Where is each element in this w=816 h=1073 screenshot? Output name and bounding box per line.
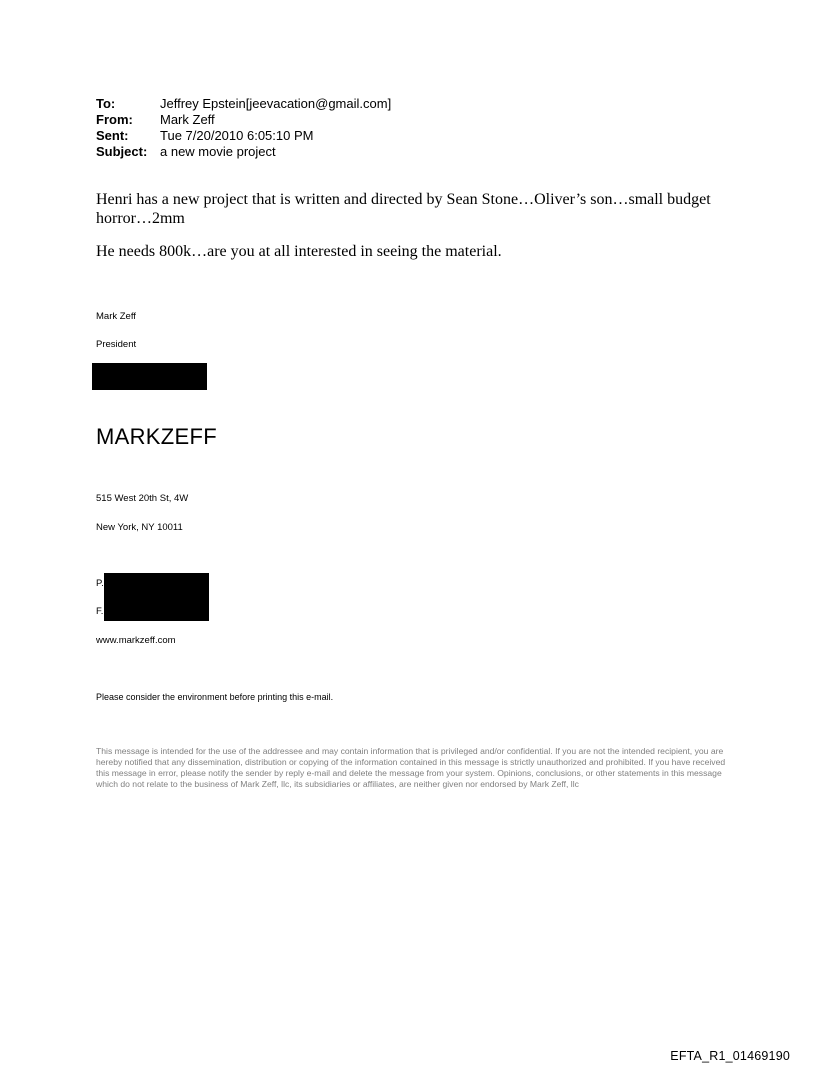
from-value: Mark Zeff (160, 112, 215, 127)
from-label: From: (96, 112, 133, 127)
email-header (96, 96, 391, 160)
to-row (96, 96, 391, 112)
company-logo-text: MARKZEFF (96, 424, 217, 449)
to-value: Jeffrey Epstein[jeevacation@gmail.com] (160, 96, 392, 111)
address-line-2: New York, NY 10011 (96, 522, 183, 533)
website-link[interactable]: www.markzeff.com (96, 635, 176, 646)
body-paragraph-2: He needs 800k…are you at all interested in seeing the material. (96, 243, 502, 260)
subject-label: Subject: (96, 144, 148, 159)
fax-label: F. (96, 606, 104, 617)
sent-value: Tue 7/20/2010 6:05:10 PM (160, 128, 314, 143)
body-paragraph-1: Henri has a new project that is written and directed by Sean Stone…Oliver’s son…small budget horror…2mm (96, 191, 711, 227)
signature-name: Mark Zeff (96, 311, 136, 322)
sent-row (96, 128, 391, 144)
subject-value: a new movie project (160, 144, 276, 159)
document-id: EFTA_R1_01469190 (670, 1049, 790, 1063)
address-line-1: 515 West 20th St, 4W (96, 493, 189, 504)
redaction-block-contact (104, 573, 209, 621)
environment-note: Please consider the environment before printing this e-mail. (96, 692, 334, 702)
confidentiality-disclaimer: This message is intended for the use of the addressee and may contain information that is privileged and/or confidential. If you are not the intended recipient, you are hereby notified that any dissemination, distribution or copying of the information contained in this message is strictly unauthorized and prohibited. If you have received this message in error, please notify the sender by reply e-mail and delete the message from your system. Opinions, conclusions, or other statements in this message which do not relate to the business of Mark Zeff, llc, its subsidiaries or affiliates, are neither given nor endorsed by Mark Zeff, llc (96, 746, 726, 789)
subject-row (96, 144, 391, 160)
phone-label: P. (96, 578, 104, 589)
from-row (96, 112, 391, 128)
to-label: To: (96, 96, 116, 111)
redaction-block (92, 363, 207, 390)
sent-label: Sent: (96, 128, 129, 143)
signature-title: President (96, 339, 137, 350)
